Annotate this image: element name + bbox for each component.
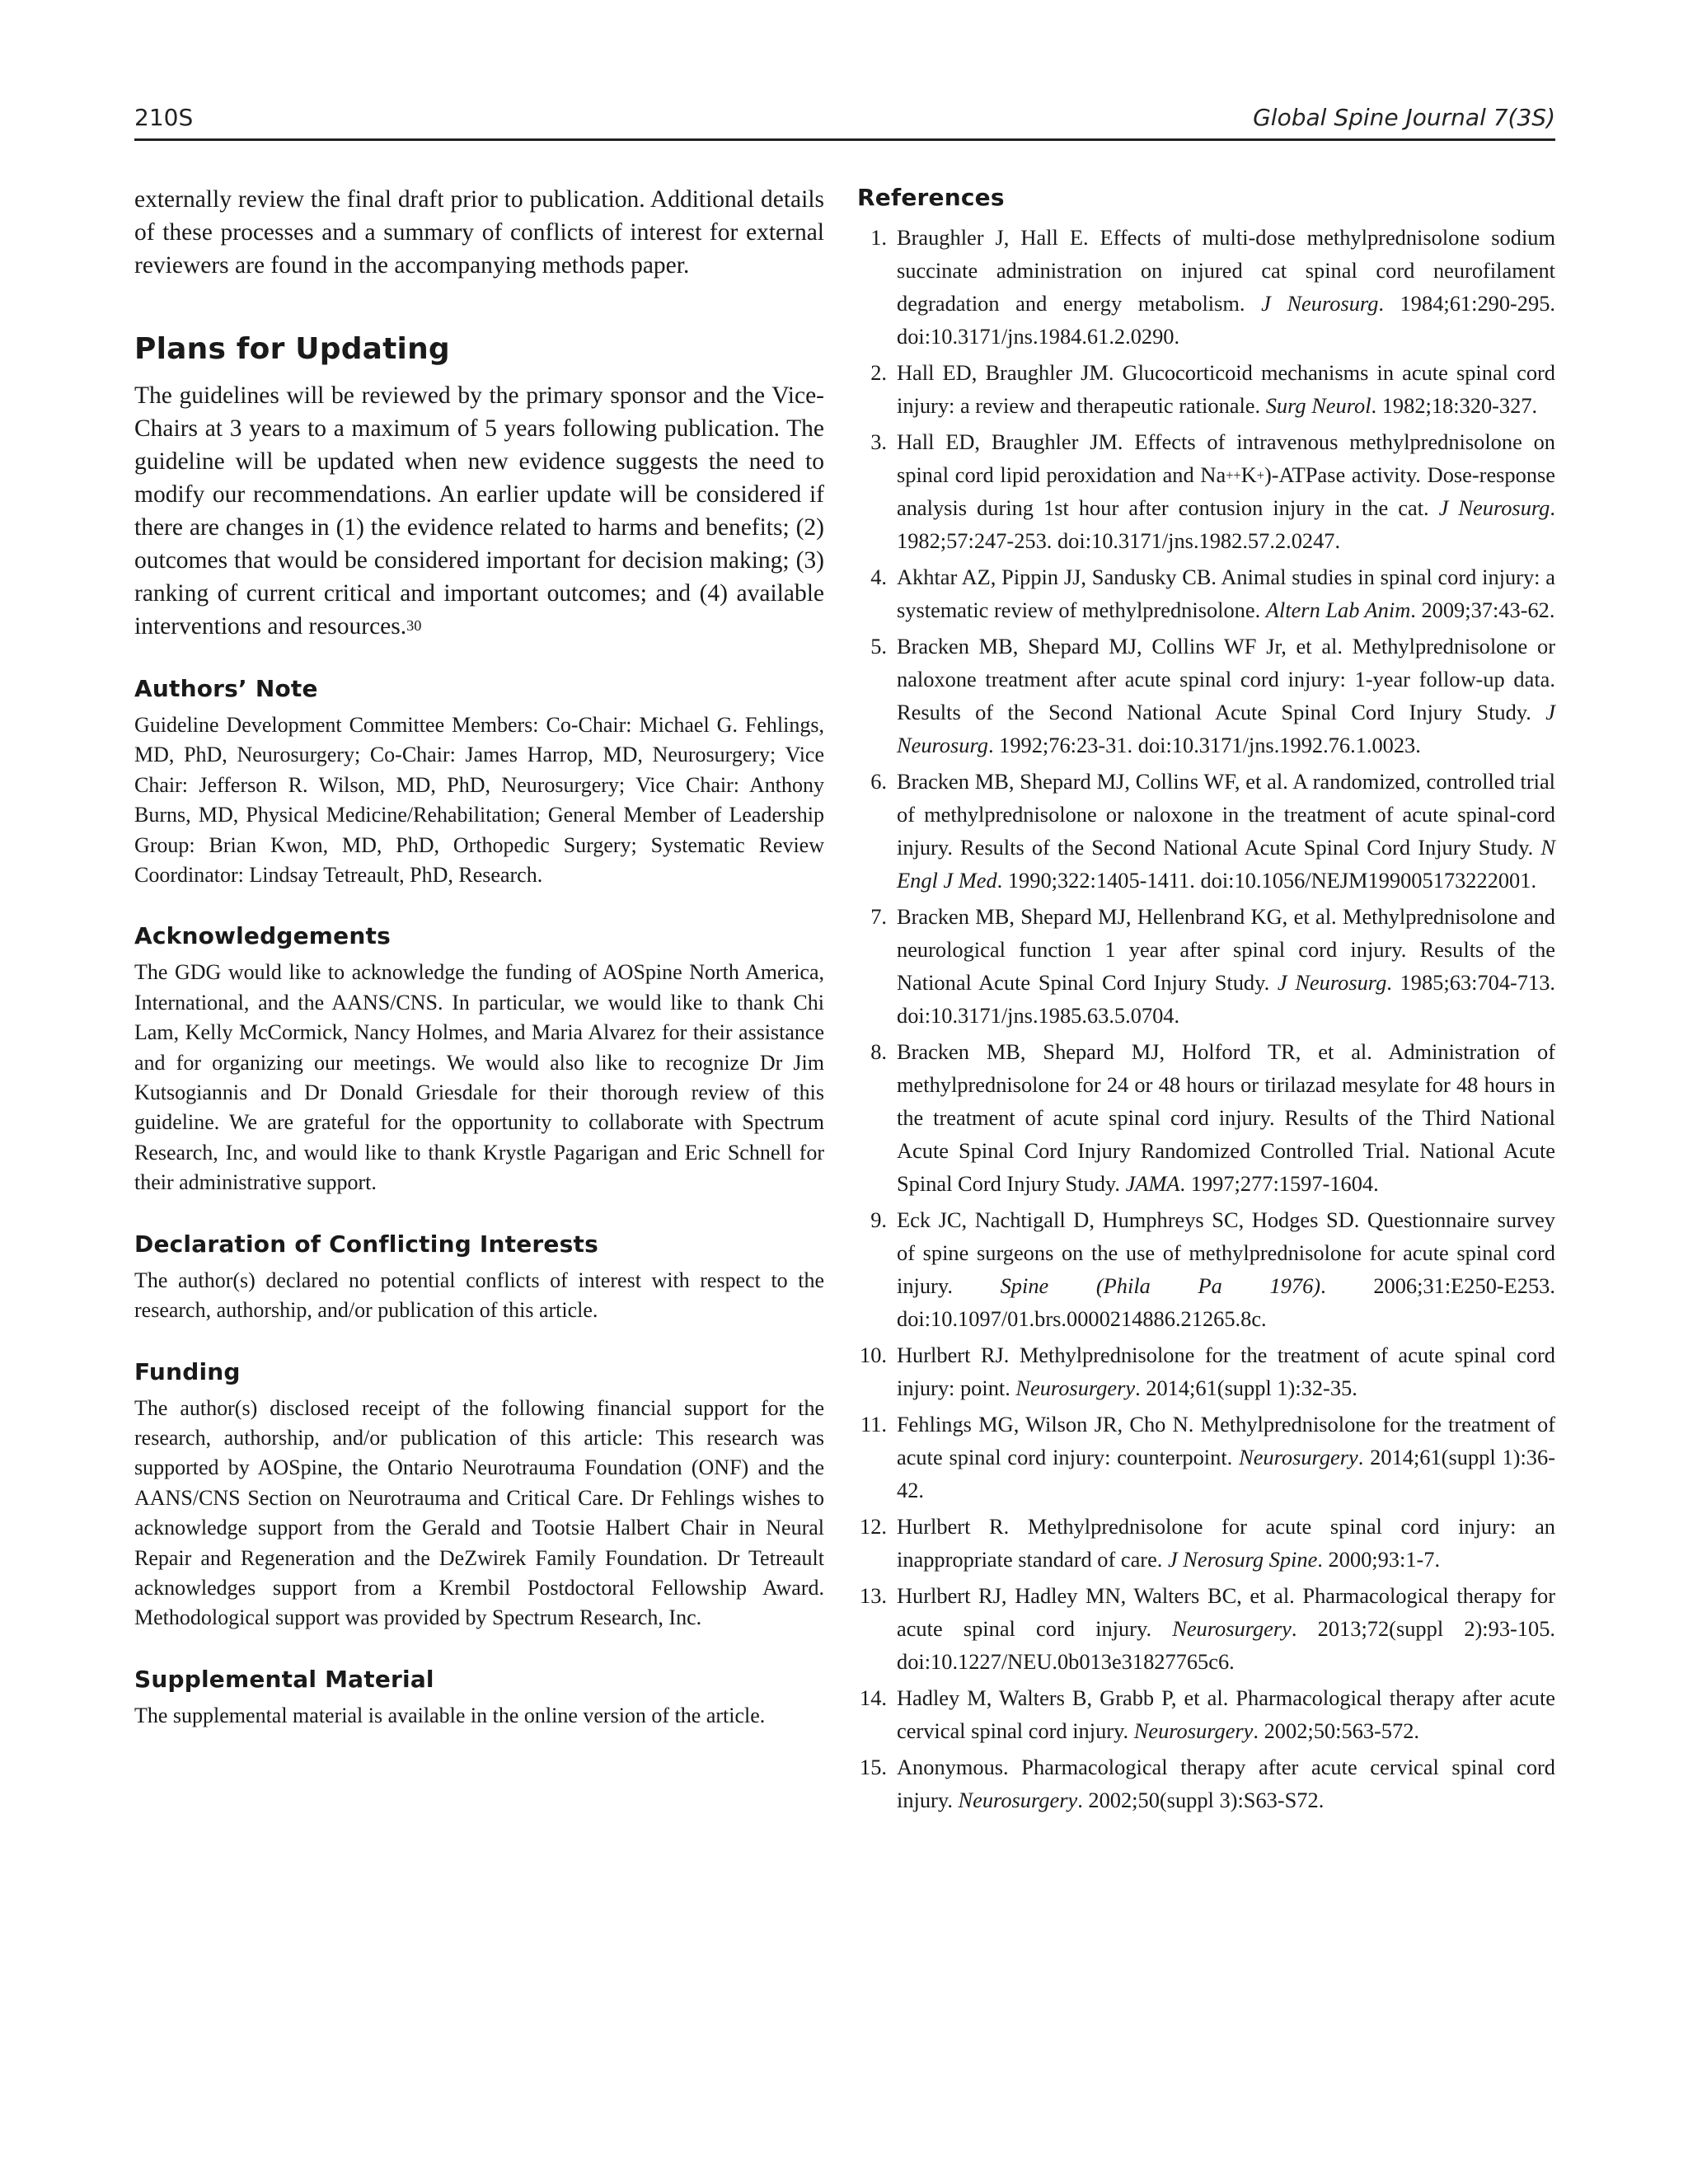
reference-journal: Neurosurgery <box>1015 1376 1136 1400</box>
reference-number: 8. <box>870 1039 887 1064</box>
reference-authors-title: Braughler J, Hall E. Effects of multi-dose methylprednisolone sodium succinate administration on injured cat spinal cord neurofilament degradation and energy metabolism. <box>897 225 1555 316</box>
reference-citation-details: . 1984;61:290-295. doi:10.3171/jns.1984.61.2.0290. <box>897 291 1555 349</box>
reference-journal: N Engl J Med <box>897 835 1555 893</box>
reference-text-fragment: K <box>1240 462 1257 487</box>
reference-citation-details: . 1992;76:23-31. doi:10.3171/jns.1992.76.1.0023. <box>987 733 1421 757</box>
reference-number: 6. <box>870 769 887 794</box>
reference-authors-title: Hurlbert RJ, Hadley MN, Walters BC, et al. Pharmacological therapy for acute spinal cord injury. <box>897 1583 1555 1641</box>
supplemental-paragraph: The supplemental material is available in the online version of the article. <box>134 1703 766 1727</box>
supplemental-heading: Supplemental Material <box>134 1665 434 1693</box>
reference-number: 5. <box>870 634 887 658</box>
reference-citation-details: . 2000;93:1-7. <box>1317 1547 1441 1572</box>
acknowledgements-paragraph: The GDG would like to acknowledge the funding of AOSpine North America, International, and the AANS/CNS. In particular, we would like to thank Chi Lam, Kelly McCormick, Nancy Holmes, and Maria Alvarez for their assistance and for organizing our meetings. We would also like to recognize Dr Jim Kutsogiannis and Dr Donald Griesdale for their thorough review of this guideline. We are grateful for the opportunity to collaborate with Spectrum Research, Inc, and would like to thank Krystle Pagarigan and Eric Schnell for their administrative support. <box>134 960 824 1195</box>
left-column <box>134 183 824 1731</box>
reference-journal: J Neurosurg <box>1261 291 1379 316</box>
reference-citation-details: . 1997;277:1597-1604. <box>1179 1171 1379 1196</box>
reference-number: 14. <box>860 1685 887 1710</box>
reference-authors-title: Eck JC, Nachtigall D, Humphreys SC, Hodges SD. Questionnaire survey of spine surgeons on the use of methylprednisolone for acute spinal cord injury. <box>897 1207 1555 1298</box>
plans-text: The guidelines will be reviewed by the primary sponsor and the Vice-Chairs at 3 years to a maximum of 5 years following publication. The guideline will be updated when new evidence suggests the need to modify our recommendations. An earlier update will be considered if there are changes in (1) the evidence related to harms and benefits; (2) outcomes that would be considered important for decision making; (3) ranking of current critical and important outcomes; and (4) available interventions and resources. <box>134 382 824 640</box>
reference-item <box>857 1510 1555 1576</box>
acknowledgements-heading: Acknowledgements <box>134 922 391 950</box>
reference-item <box>857 356 1555 422</box>
reference-text <box>897 1579 1555 1678</box>
reference-citation-details: . 1990;322:1405-1411. doi:10.1056/NEJM199005173222001. <box>996 868 1537 893</box>
authors-note-heading: Authors’ Note <box>134 675 318 702</box>
reference-text <box>897 1510 1555 1576</box>
reference-citation-details: . 2009;37:43-62. <box>1410 598 1555 622</box>
reference-authors-title: Hurlbert R. Methylprednisolone for acute spinal cord injury: an inappropriate standard of care. <box>897 1514 1555 1572</box>
reference-item <box>857 1338 1555 1404</box>
reference-journal: JAMA <box>1125 1171 1180 1196</box>
reference-number: 2. <box>870 360 887 385</box>
reference-citation-details: . 1982;18:320-327. <box>1371 393 1538 418</box>
reference-citation-details: . 1985;63:704-713. doi:10.3171/jns.1985.63.5.0704. <box>897 970 1555 1028</box>
funding-heading: Funding <box>134 1357 241 1385</box>
reference-text <box>897 1408 1555 1507</box>
reference-citation-details: . 2006;31:E250-E253. doi:10.1097/01.brs.0000214886.21265.8c. <box>897 1273 1555 1331</box>
reference-item <box>857 560 1555 626</box>
reference-citation-details: . 2002;50(suppl 3):S63-S72. <box>1077 1788 1325 1812</box>
reference-number: 11. <box>860 1412 887 1436</box>
reference-number: 10. <box>860 1343 887 1367</box>
reference-citation-details: . 2013;72(suppl 2):93-105. doi:10.1227/NEU.0b013e31827765c6. <box>897 1616 1555 1674</box>
reference-journal: Neurosurgery <box>1172 1616 1292 1641</box>
reference-citation-details: . 2014;61(suppl 1):32-35. <box>1135 1376 1357 1400</box>
reference-item <box>857 1035 1555 1200</box>
reference-superscript: ++ <box>1226 466 1241 483</box>
plans-citation: 30 <box>406 617 422 635</box>
reference-list <box>857 221 1555 1816</box>
reference-authors-title: Bracken MB, Shepard MJ, Collins WF Jr, et al. Methylprednisolone or naloxone treatment after acute spinal cord injury: 1-year follow-up data. Results of the Second National Acute Spinal Cord Injury Study. <box>897 634 1555 724</box>
reference-text <box>897 900 1555 1032</box>
reference-authors-title: Hall ED, Braughler JM. Effects of intravenous methylprednisolone on spinal cord lipid peroxidation and Na <box>897 429 1555 487</box>
reference-number: 4. <box>870 565 887 589</box>
conflicts-paragraph: The author(s) declared no potential conflicts of interest with respect to the research, authorship, and/or publication of this article. <box>134 1268 824 1323</box>
reference-item <box>857 765 1555 897</box>
reference-journal: J Neurosurg <box>897 700 1555 757</box>
reference-text <box>897 221 1555 353</box>
reference-journal: Surg Neurol <box>1265 393 1372 418</box>
reference-authors-title: Bracken MB, Shepard MJ, Collins WF, et al. A randomized, controlled trial of methylprednisolone or naloxone in the treatment of acute spinal-cord injury. Results of the Second National Acute Spinal Cord Injury Study. <box>897 769 1555 860</box>
reference-journal: J Neurosurg <box>1277 970 1387 995</box>
reference-journal: Neurosurgery <box>958 1788 1078 1812</box>
reference-number: 1. <box>870 225 887 250</box>
reference-number: 15. <box>860 1755 887 1779</box>
reference-item <box>857 900 1555 1032</box>
intro-paragraph: externally review the final draft prior to publication. Additional details of these processes and a summary of conflicts of interest for external reviewers are found in the accompanying methods paper. <box>134 186 824 279</box>
right-column <box>857 183 1555 1816</box>
reference-item <box>857 221 1555 353</box>
reference-number: 12. <box>860 1514 887 1539</box>
reference-number: 9. <box>870 1207 887 1232</box>
reference-item <box>857 1750 1555 1816</box>
reference-item <box>857 425 1555 557</box>
conflicts-heading: Declaration of Conflicting Interests <box>134 1230 598 1258</box>
reference-text <box>897 560 1555 626</box>
reference-journal: J Nerosurg Spine <box>1168 1547 1318 1572</box>
reference-item <box>857 1681 1555 1747</box>
reference-authors-title: Hall ED, Braughler JM. Glucocorticoid mechanisms in acute spinal cord injury: a review and therapeutic rationale. <box>897 360 1555 418</box>
authors-note-paragraph: Guideline Development Committee Members: Co-Chair: Michael G. Fehlings, MD, PhD, Neurosurgery; Co-Chair: James Harrop, MD, Neurosurgery; Vice Chair: Jefferson R. Wilson, MD, PhD, Neurosurgery; Vice Chair: Anthony Burns, MD, Physical Medicine/Rehabilitation; General Member of Leadership Group: Brian Kwon, MD, PhD, Orthopedic Surgery; Systematic Review Coordinator: Lindsay Tetreault, PhD, Research. <box>134 713 824 888</box>
reference-text <box>897 630 1555 762</box>
reference-item <box>857 630 1555 762</box>
reference-authors-title: Fehlings MG, Wilson JR, Cho N. Methylprednisolone for the treatment of acute spinal cord injury: counterpoint. <box>897 1412 1555 1469</box>
reference-citation-details: . 1982;57:247-253. doi:10.3171/jns.1982.57.2.0247. <box>897 495 1555 553</box>
running-head <box>134 102 1555 141</box>
reference-number: 3. <box>870 429 887 454</box>
reference-item <box>857 1579 1555 1678</box>
reference-text <box>897 1750 1555 1816</box>
reference-number: 13. <box>860 1583 887 1608</box>
reference-text <box>897 1035 1555 1200</box>
reference-superscript: + <box>1256 466 1264 483</box>
reference-text <box>897 425 1555 557</box>
reference-authors-title: Bracken MB, Shepard MJ, Hellenbrand KG, et al. Methylprednisolone and neurological function 1 year after spinal cord injury. Results of the National Acute Spinal Cord Injury Study. <box>897 904 1555 995</box>
plans-paragraph <box>134 379 824 643</box>
reference-item <box>857 1408 1555 1507</box>
funding-paragraph: The author(s) disclosed receipt of the following financial support for the research, authorship, and/or publication of this article: This research was supported by AOSpine, the Ontario Neurotrauma Foundation (ONF) and the AANS/CNS Section on Neurotrauma and Critical Care. Dr Fehlings wishes to acknowledge support from the Gerald and Tootsie Halbert Chair in Neural Repair and Regeneration and the DeZwirek Family Foundation. Dr Tetreault acknowledges support from a Krembil Postdoctoral Fellowship Award. Methodological support was provided by Spectrum Research, Inc. <box>134 1395 824 1630</box>
reference-number: 7. <box>870 904 887 929</box>
references-heading: References <box>857 184 1005 211</box>
reference-journal: Neurosurgery <box>1133 1718 1254 1743</box>
reference-text <box>897 1338 1555 1404</box>
reference-citation-details: . 2014;61(suppl 1):36-42. <box>897 1445 1555 1502</box>
reference-journal: Spine (Phila Pa 1976) <box>1000 1273 1321 1298</box>
reference-citation-details: . 2002;50:563-572. <box>1253 1718 1419 1743</box>
page-number: 210S <box>134 104 194 131</box>
reference-text <box>897 765 1555 897</box>
reference-item <box>857 1203 1555 1335</box>
reference-title-continued: )-ATPase activity. Dose-response analysis during 1st hour after contusion injury in the cat. <box>897 462 1555 520</box>
reference-text <box>897 1681 1555 1747</box>
reference-journal: J Neurosurg <box>1438 495 1550 520</box>
reference-text <box>897 356 1555 422</box>
reference-text <box>897 1203 1555 1335</box>
reference-journal: Altern Lab Anim <box>1265 598 1411 622</box>
reference-authors-title: Hurlbert RJ. Methylprednisolone for the treatment of acute spinal cord injury: point. <box>897 1343 1555 1400</box>
reference-authors-title: Bracken MB, Shepard MJ, Holford TR, et al. Administration of methylprednisolone for 24 or 48 hours or tirilazad mesylate for 48 hours in the treatment of acute spinal cord injury. Results of the Third National Acute Spinal Cord Injury Randomized Controlled Trial. National Acute Spinal Cord Injury Study. <box>897 1039 1555 1196</box>
journal-title: Global Spine Journal 7(3S) <box>1253 104 1555 131</box>
reference-authors-title: Anonymous. Pharmacological therapy after acute cervical spinal cord injury. <box>897 1755 1555 1812</box>
plans-heading: Plans for Updating <box>134 332 450 366</box>
reference-journal: Neurosurgery <box>1239 1445 1358 1469</box>
reference-authors-title: Hadley M, Walters B, Grabb P, et al. Pharmacological therapy after acute cervical spinal cord injury. <box>897 1685 1555 1743</box>
reference-authors-title: Akhtar AZ, Pippin JJ, Sandusky CB. Animal studies in spinal cord injury: a systematic review of methylprednisolone. <box>897 565 1555 622</box>
